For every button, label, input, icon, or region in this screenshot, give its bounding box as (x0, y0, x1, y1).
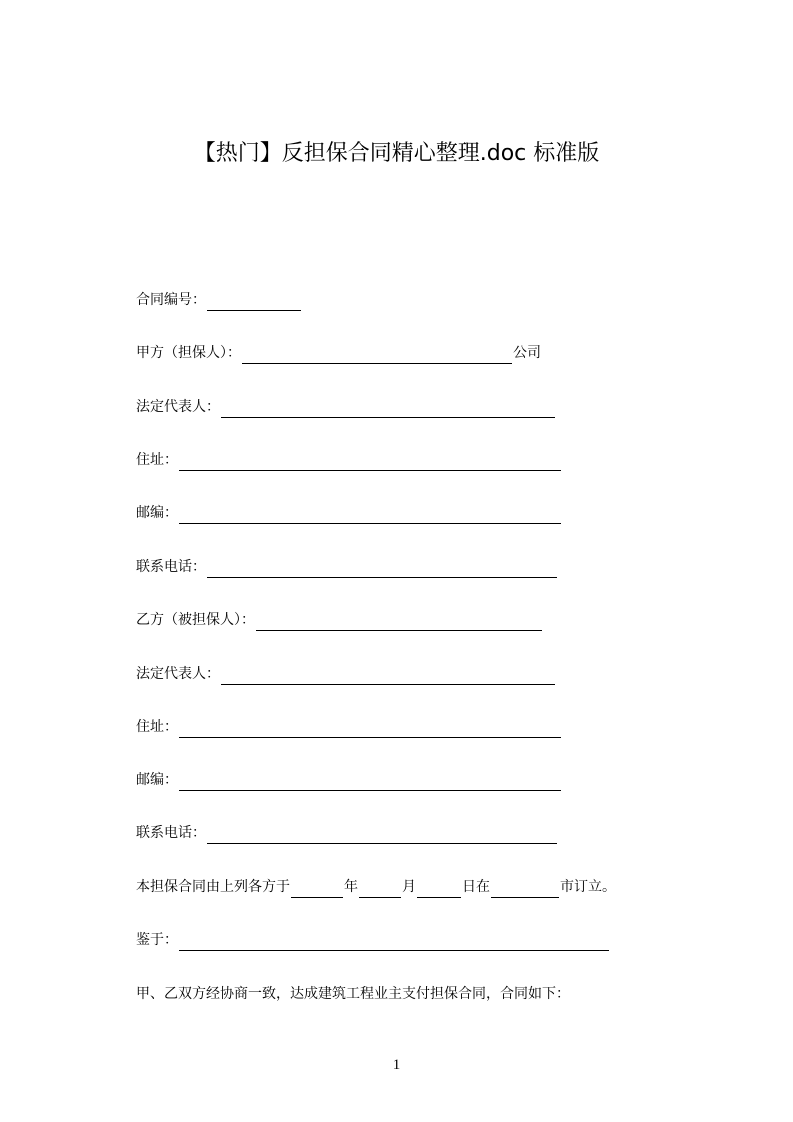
party-a-phone-label: 联系电话： (136, 559, 206, 575)
party-a-legal-rep-label: 法定代表人： (136, 399, 220, 415)
party-b-legal-rep-blank[interactable] (221, 669, 555, 685)
party-b-address-field (136, 716, 562, 738)
party-a-address-blank[interactable] (179, 455, 561, 471)
party-a-legal-rep-field (136, 396, 556, 418)
party-b-field (136, 609, 543, 631)
party-b-postcode-label: 邮编： (136, 772, 178, 788)
signing-suffix: 市订立。 (560, 879, 616, 895)
whereas-label: 鉴于： (136, 932, 178, 948)
page-number: 1 (392, 1057, 401, 1073)
contract-number-label: 合同编号： (136, 292, 206, 308)
party-a-postcode-blank[interactable] (179, 508, 561, 524)
signing-month-blank[interactable] (359, 882, 401, 898)
signing-prefix: 本担保合同由上列各方于 (136, 879, 290, 895)
signing-day-blank[interactable] (417, 882, 461, 898)
whereas-blank[interactable] (179, 935, 609, 951)
signing-day-label: 日在 (462, 879, 490, 895)
party-a-address-label: 住址： (136, 452, 178, 468)
party-b-label: 乙方（被担保人）： (136, 612, 255, 628)
party-b-address-blank[interactable] (179, 722, 561, 738)
party-b-legal-rep-field (136, 663, 556, 685)
party-a-suffix: 公司 (513, 345, 541, 361)
party-a-legal-rep-blank[interactable] (221, 402, 555, 418)
party-b-phone-label: 联系电话： (136, 825, 206, 841)
signing-date-line (136, 876, 616, 898)
party-b-legal-rep-label: 法定代表人： (136, 666, 220, 682)
document-title: 【热门】反担保合同精心整理.doc 标准版 (193, 141, 600, 166)
party-a-address-field (136, 449, 562, 471)
signing-city-blank[interactable] (491, 882, 559, 898)
contract-number-blank[interactable] (207, 295, 301, 311)
party-b-phone-field (136, 822, 558, 844)
signing-year-blank[interactable] (291, 882, 343, 898)
party-a-phone-field (136, 556, 558, 578)
agreement-sentence: 甲、乙双方经协商一致，达成建筑工程业主支付担保合同，合同如下： (136, 986, 570, 1002)
party-b-postcode-field (136, 769, 562, 791)
party-a-postcode-label: 邮编： (136, 505, 178, 521)
signing-year-label: 年 (344, 879, 358, 895)
party-a-phone-blank[interactable] (207, 562, 557, 578)
whereas-field (136, 929, 610, 951)
party-a-blank[interactable] (242, 348, 512, 364)
party-b-blank[interactable] (256, 615, 542, 631)
party-b-postcode-blank[interactable] (179, 775, 561, 791)
contract-number-field (136, 289, 302, 311)
signing-month-label: 月 (402, 879, 416, 895)
party-a-label: 甲方（担保人）： (136, 345, 241, 361)
party-a-field (136, 342, 541, 364)
party-a-postcode-field (136, 502, 562, 524)
party-b-address-label: 住址： (136, 719, 178, 735)
party-b-phone-blank[interactable] (207, 828, 557, 844)
